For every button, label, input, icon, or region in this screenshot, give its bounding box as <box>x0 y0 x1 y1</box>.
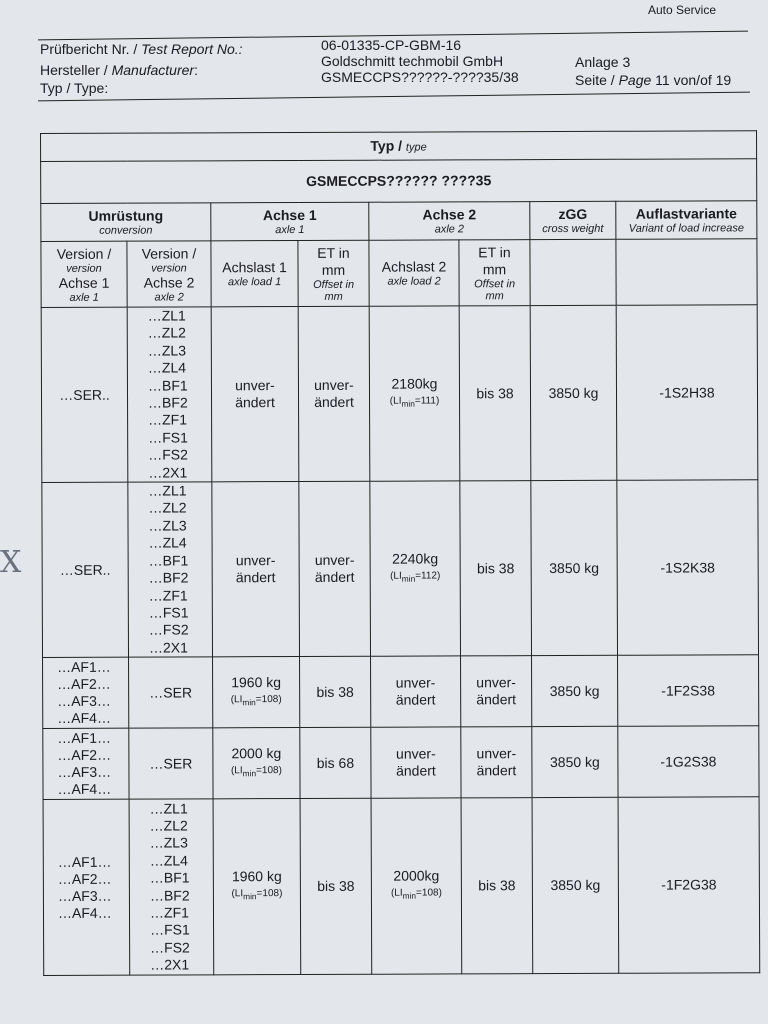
sub-achslast2: Achslast 2 axle load 2 <box>369 240 459 306</box>
table-row <box>41 305 758 483</box>
col-zgg: zGG cross weight <box>530 201 616 239</box>
axle-load1-cell: 1960 kg $(LI_{min}=108)$ <box>213 799 301 975</box>
zgg-cell: 3850 kg <box>532 726 618 797</box>
axle-load2-cell: unver- ändert <box>371 656 461 727</box>
version-axle2-cell: …SER <box>129 728 213 799</box>
offset1-cell: bis 38 <box>300 798 372 974</box>
axle-load2-cell: 2000kg $(LI_{min}=108)$ <box>371 798 462 974</box>
sub-version-axle1: Version / version Achse 1 axle 1 <box>41 241 127 307</box>
offset2-cell: bis 38 <box>461 798 533 974</box>
zgg-cell: 3850 kg <box>532 797 619 973</box>
version-axle2-list: …ZL1 …ZL2 …ZL3 …ZL4 …BF1 …BF2 …ZF1 …FS1 …FS2 …2X1 <box>127 307 212 482</box>
offset2-cell: bis 38 <box>459 306 531 481</box>
axle-load2-cell: 2180kg $(LI_{min}=111)$ <box>369 306 460 481</box>
offset2-cell: unver- ändert <box>461 727 532 798</box>
axle-load1-cell: 2000 kg $(LI_{min}=108)$ <box>213 728 300 799</box>
table-row <box>43 726 759 800</box>
offset1-cell: bis 68 <box>300 727 371 798</box>
axle-load1-cell: unver- ändert <box>211 307 299 482</box>
sub-achslast1: Achslast 1 axle load 1 <box>211 241 298 307</box>
version-axle1-list: …AF1… …AF2… …AF3… …AF4… <box>43 799 130 975</box>
version-axle2-cell: …SER <box>129 657 213 728</box>
type-approval-table <box>40 130 760 976</box>
zgg-cell: 3850 kg <box>530 305 617 480</box>
type-value-cell: GSMECCPS?????? ????35 <box>41 159 757 204</box>
variant-cell: -1F2G38 <box>618 797 760 974</box>
table-row <box>42 480 759 658</box>
manufacturer-name: Goldschmitt techmobil GmbH <box>321 53 504 69</box>
table-row <box>43 797 760 976</box>
report-label: Prüfbericht Nr. / Test Report No.: <box>40 41 243 57</box>
variant-cell: -1S2K38 <box>617 480 759 656</box>
axle-load1-cell: 1960 kg $(LI_{min}=108)$ <box>213 657 300 728</box>
brand-label: Auto Service <box>647 3 716 17</box>
sub-zgg-empty <box>530 239 616 305</box>
variant-cell: -1G2S38 <box>618 726 759 798</box>
col-achse2: Achse 2 axle 2 <box>369 202 530 241</box>
zgg-cell: 3850 kg <box>531 480 618 655</box>
col-achse1: Achse 1 axle 1 <box>211 202 369 241</box>
sub-et2: ET in mm Offset in mm <box>459 240 530 306</box>
margin-mark: X <box>0 545 22 580</box>
version-axle2-list: …ZL1 …ZL2 …ZL3 …ZL4 …BF1 …BF2 …ZF1 …FS1 …FS2 …2X1 <box>129 799 214 975</box>
sub-et1: ET in mm Offset in mm <box>298 240 369 306</box>
sub-auflast-empty <box>616 239 757 306</box>
sub-version-axle2: Version / version Achse 2 axle 2 <box>127 241 211 307</box>
header-rule-bottom <box>38 92 750 102</box>
col-umruestung: Umrüstung conversion <box>41 203 211 242</box>
offset2-cell: bis 38 <box>460 481 532 656</box>
offset1-cell: unver- ändert <box>298 306 370 481</box>
version-axle1-cell: …SER.. <box>42 482 129 657</box>
axle-load2-cell: 2240kg $(LI_{min}=112)$ <box>370 481 461 656</box>
version-axle1-list: …AF1… …AF2… …AF3… …AF4… <box>43 728 129 799</box>
type-title-cell: Typ / type <box>41 131 757 162</box>
version-axle1-list: …AF1… …AF2… …AF3… …AF4… <box>43 657 129 728</box>
zgg-cell: 3850 kg <box>532 655 618 726</box>
version-axle1-cell: …SER.. <box>41 307 128 482</box>
axle-load2-cell: unver- ändert <box>371 727 461 798</box>
table-row <box>43 655 759 729</box>
type-value: GSMECCPS??????-????35/38 <box>321 69 519 85</box>
col-auflast: Auflastvariante Variant of load increase <box>616 201 757 240</box>
offset1-cell: bis 38 <box>300 656 371 727</box>
report-number: 06-01335-CP-GBM-16 <box>321 37 462 53</box>
page-number: Seite / Page 11 von/of 19 <box>575 72 732 88</box>
variant-cell: -1F2S38 <box>618 655 759 727</box>
type-label: Typ / Type: <box>40 80 109 96</box>
version-axle2-list: …ZL1 …ZL2 …ZL3 …ZL4 …BF1 …BF2 …ZF1 …FS1 …FS2 …2X1 <box>128 482 213 657</box>
manufacturer-label: Hersteller / Manufacturer: <box>40 62 198 78</box>
offset1-cell: unver- ändert <box>299 481 371 656</box>
annex-label: Anlage 3 <box>575 54 631 70</box>
offset2-cell: unver- ändert <box>461 656 532 727</box>
variant-cell: -1S2H38 <box>616 305 758 481</box>
axle-load1-cell: unver- ändert <box>212 482 300 657</box>
